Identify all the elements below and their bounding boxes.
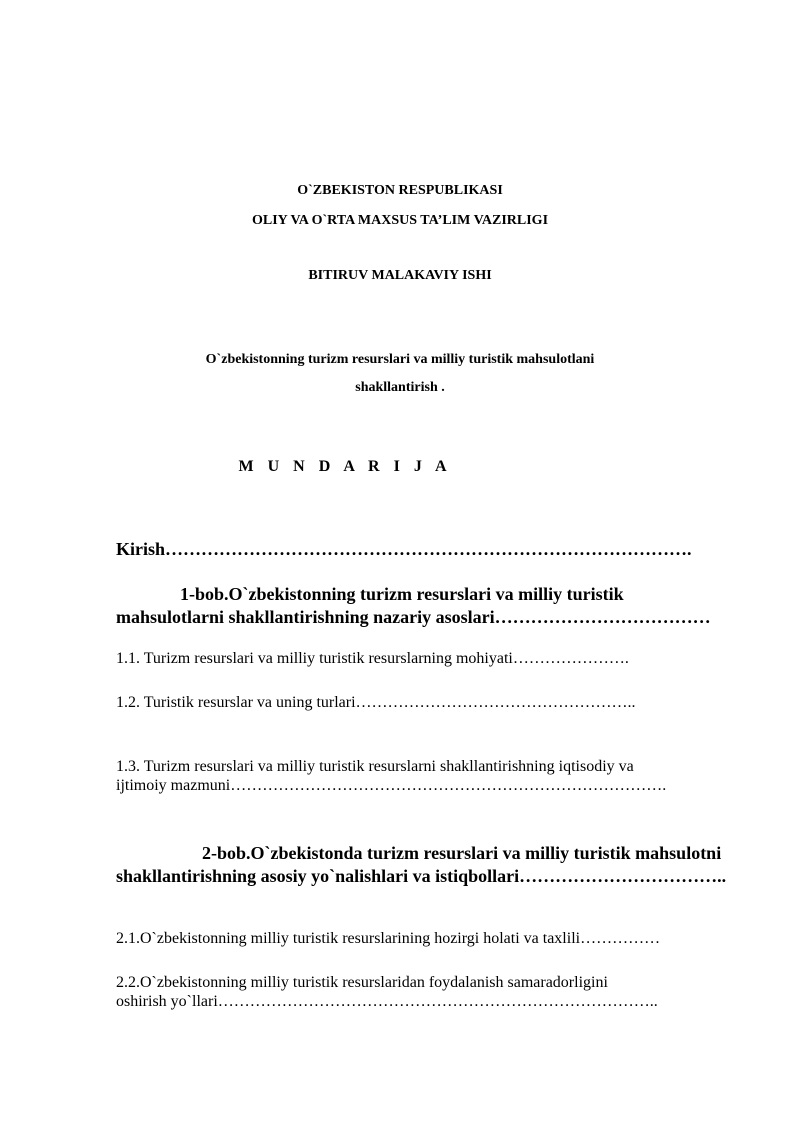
republic-title: O`ZBEKISTON RESPUBLIKASI [297,183,503,198]
toc-section-1-1: 1.1. Turizm resurslari va milliy turistik resurslarning mohiyati…………………. [116,650,629,667]
ministry-title: OLIY VA O`RTA MAXSUS TA’LIM VAZIRLIGI [251,213,549,228]
thesis-topic-line-2: shakllantirish . [355,380,445,395]
toc-section-2-2-line-2: oshirish yo`llari……………………………………………………………………….. [116,993,658,1010]
toc-chapter-2-line-1: 2-bob.O`zbekistonda turizm resurslari va milliy turistik mahsulotni [202,843,722,863]
toc-chapter-1 [116,584,766,628]
thesis-type-title: BITIRUV MALAKAVIY ISHI [308,268,492,283]
thesis-topic-line-1: O`zbekistonning turizm resurslari va milliy turistik mahsulotlani [205,352,595,367]
toc-section-2-2-line-1: 2.2.O`zbekistonning milliy turistik resurslaridan foydalanish samaradorligini [116,974,608,991]
toc-section-1-2: 1.2. Turistik resurslar va uning turlari…………………………………………….. [116,694,636,711]
toc-section-2-1: 2.1.O`zbekistonning milliy turistik resurslarining hozirgi holati va taxlili…………… [116,930,661,947]
toc-chapter-2-line-2: shakllantirishning asosiy yo`nalishlari va istiqbollari…………………………….. [116,866,727,886]
toc-chapter-1-line-2: mahsulotlarni shakllantirishning nazariy asoslari……………………………… [116,607,711,627]
toc-chapter-2 [116,843,766,887]
toc-intro: Kirish……………………………………………………………………………. [116,539,692,559]
toc-section-1-3-line-2: ijtimoiy mazmuni………………………………………………………………………. [116,777,667,794]
toc-heading: M U N D A R I J A [238,458,452,475]
toc-section-2-2 [116,974,766,1011]
toc-section-1-3 [116,758,766,795]
toc-section-1-3-line-1: 1.3. Turizm resurslari va milliy turistik resurslarni shakllantirishning iqtisodiy va [116,758,634,775]
toc-chapter-1-line-1: 1-bob.O`zbekistonning turizm resurslari va milliy turistik [180,584,624,604]
